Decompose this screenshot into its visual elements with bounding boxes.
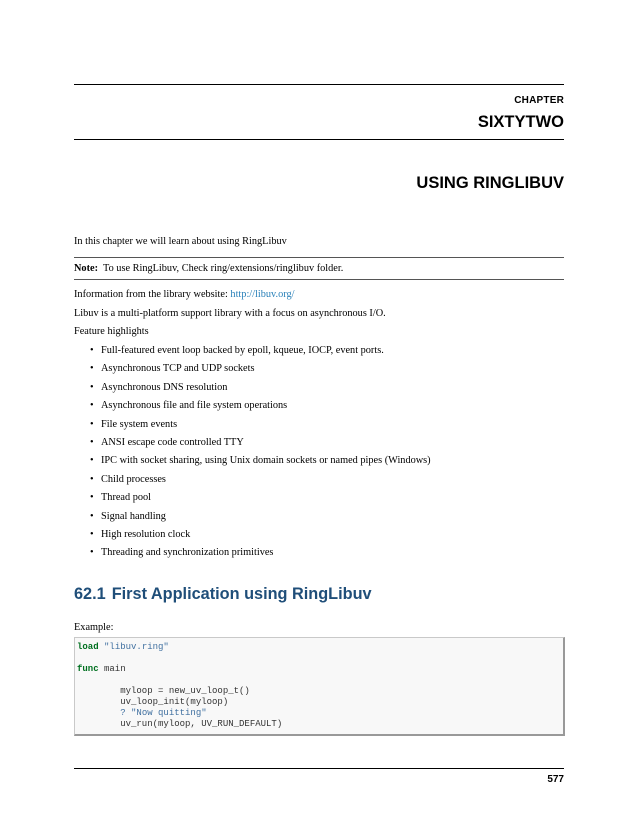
list-item: • File system events xyxy=(90,419,431,437)
code-string: "Now quitting" xyxy=(125,708,207,718)
note-body: To use RingLibuv, Check ring/extensions/ringlibuv folder. xyxy=(103,263,344,274)
chapter-rule xyxy=(74,139,564,140)
code-text: main xyxy=(98,664,126,674)
list-item: • Asynchronous DNS resolution xyxy=(90,382,431,400)
example-label: Example: xyxy=(74,622,114,633)
list-item: • High resolution clock xyxy=(90,529,431,547)
footer-rule xyxy=(74,768,564,769)
chapter-title: USING RINGLIBUV xyxy=(416,174,564,192)
info-paragraph xyxy=(74,289,295,301)
code-keyword: ? xyxy=(120,708,126,718)
list-item: • Asynchronous file and file system operations xyxy=(90,400,431,418)
chapter-label: CHAPTER xyxy=(514,95,564,106)
code-keyword: load xyxy=(77,642,99,652)
note-label: Note: xyxy=(74,263,99,274)
list-item: • IPC with socket sharing, using Unix domain sockets or named pipes (Windows) xyxy=(90,455,431,473)
code-line xyxy=(77,664,126,675)
info-prefix: Information from the library website: xyxy=(74,289,231,300)
code-indent xyxy=(77,708,120,718)
code-line xyxy=(77,642,169,653)
intro-paragraph: In this chapter we will learn about using RingLibuv xyxy=(74,236,287,247)
list-item: • Full-featured event loop backed by epoll, kqueue, IOCP, event ports. xyxy=(90,345,431,363)
note-box xyxy=(74,257,564,280)
section-number: 62.1 xyxy=(74,585,106,603)
page-number: 577 xyxy=(547,774,564,785)
list-item: • Thread pool xyxy=(90,492,431,510)
code-line xyxy=(77,708,207,719)
code-string: "libuv.ring" xyxy=(104,642,169,652)
code-line: myloop = new_uv_loop_t() xyxy=(77,686,250,696)
features-heading: Feature highlights xyxy=(74,326,149,337)
list-item: • Signal handling xyxy=(90,511,431,529)
description-paragraph: Libuv is a multi-platform support library with a focus on asynchronous I/O. xyxy=(74,308,386,319)
list-item: • Threading and synchronization primitives xyxy=(90,547,431,565)
code-block xyxy=(74,637,565,736)
code-line: uv_loop_init(myloop) xyxy=(77,697,229,707)
feature-list xyxy=(90,345,431,566)
list-item: • Child processes xyxy=(90,474,431,492)
code-keyword: func xyxy=(77,664,99,674)
code-line: uv_run(myloop, UV_RUN_DEFAULT) xyxy=(77,719,283,729)
chapter-number: SIXTYTWO xyxy=(477,113,564,131)
section-title: First Application using RingLibuv xyxy=(111,585,372,603)
top-rule xyxy=(74,84,564,85)
list-item: • Asynchronous TCP and UDP sockets xyxy=(90,363,431,381)
note-text xyxy=(74,263,343,274)
section-heading xyxy=(74,585,372,604)
list-item: • ANSI escape code controlled TTY xyxy=(90,437,431,455)
libuv-link[interactable]: http://libuv.org/ xyxy=(230,289,295,300)
